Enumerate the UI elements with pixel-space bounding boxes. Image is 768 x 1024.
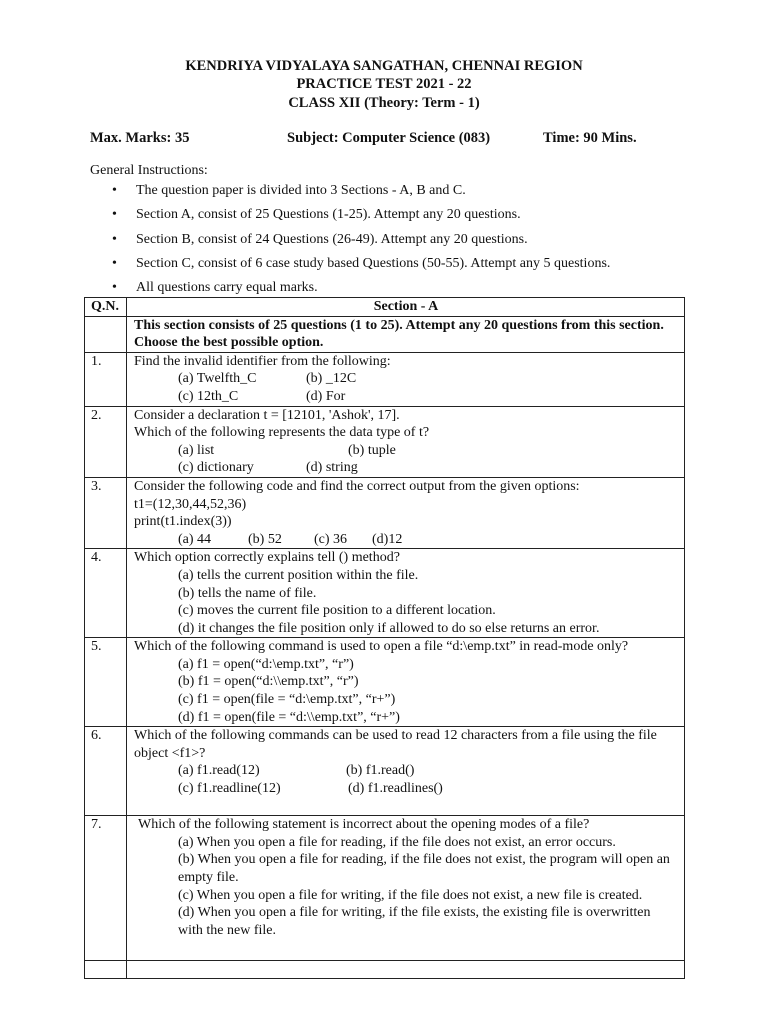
option-d: (d) f1 = open(file = “d:\\emp.txt”, “r+”) xyxy=(178,709,400,725)
question-row xyxy=(85,638,685,727)
question-number: 1. xyxy=(85,352,127,406)
code-line: print(t1.index(3)) xyxy=(134,514,232,530)
question-number: 5. xyxy=(85,638,127,727)
option-b: (b) When you open a file for reading, if the file does not exist, the program will open an empty file. xyxy=(178,852,670,886)
option-c: (c) f1.readline(12) xyxy=(178,781,281,797)
empty-row xyxy=(85,961,685,979)
instruction-item: • Section A, consist of 25 Questions (1-25). Attempt any 20 questions. xyxy=(112,206,610,230)
question-number: 4. xyxy=(85,549,127,638)
max-marks: Max. Marks: 35 xyxy=(90,130,190,146)
option-d: (d) f1.readlines() xyxy=(348,781,443,797)
option-d: (d) string xyxy=(306,460,358,476)
option-b: (b) f1.read() xyxy=(346,763,415,779)
option-b: (b) tuple xyxy=(348,442,396,458)
instruction-item: • Section B, consist of 24 Questions (26-49). Attempt any 20 questions. xyxy=(112,231,610,255)
option-b: (b) 52 xyxy=(248,531,282,547)
option-c: (c) When you open a file for writing, if the file does not exist, a new file is created. xyxy=(178,887,643,903)
option-a: (a) When you open a file for reading, if the file does not exist, an error occurs. xyxy=(178,834,616,850)
question-row xyxy=(85,727,685,816)
table-header-row xyxy=(85,298,685,317)
question-number: 2. xyxy=(85,406,127,477)
question-text: Which of the following command is used to open a file “d:\emp.txt” in read-mode only? xyxy=(134,639,629,655)
section-header: Section - A xyxy=(127,298,685,317)
question-content xyxy=(127,549,685,638)
question-text: Which option correctly explains tell () method? xyxy=(134,550,400,566)
question-row xyxy=(85,477,685,548)
question-row xyxy=(85,816,685,961)
option-c: (c) f1 = open(file = “d:\emp.txt”, “r+”) xyxy=(178,692,396,708)
instruction-item: • The question paper is divided into 3 Sections - A, B and C. xyxy=(112,182,610,206)
instructions-title: General Instructions: xyxy=(90,163,208,178)
option-d: (d) For xyxy=(306,388,346,404)
question-text: Consider a declaration t = [12101, 'Ashok', 17]. xyxy=(134,407,400,423)
option-b: (b) f1 = open(“d:\\emp.txt”, “r”) xyxy=(178,674,359,690)
question-text: Find the invalid identifier from the following: xyxy=(134,353,391,369)
question-number: 7. xyxy=(85,816,127,961)
option-c: (c) moves the current file position to a different location. xyxy=(178,603,496,619)
question-content xyxy=(127,406,685,477)
question-text: Which of the following commands can be used to read 12 characters from a file using the file object <f1>? xyxy=(134,728,657,761)
option-a: (a) tells the current position within the file. xyxy=(178,567,419,583)
option-a: (a) list xyxy=(178,442,215,458)
time-allowed: Time: 90 Mins. xyxy=(543,130,637,146)
option-a: (a) 44 xyxy=(178,531,212,547)
option-c: (c) 36 xyxy=(314,531,348,547)
question-row xyxy=(85,352,685,406)
option-d: (d)12 xyxy=(372,531,403,547)
instructions-list xyxy=(112,182,610,303)
question-content xyxy=(127,352,685,406)
question-content xyxy=(127,477,685,548)
option-a: (a) Twelfth_C xyxy=(178,371,257,387)
question-number: 6. xyxy=(85,727,127,816)
qn-header: Q.N. xyxy=(85,298,127,317)
class-title: CLASS XII (Theory: Term - 1) xyxy=(288,95,480,111)
question-row xyxy=(85,406,685,477)
question-content xyxy=(127,727,685,816)
question-row xyxy=(85,549,685,638)
option-d: (d) it changes the file position only if allowed to do so else returns an error. xyxy=(178,620,600,636)
question-content xyxy=(127,816,685,961)
option-c: (c) 12th_C xyxy=(178,388,239,404)
questions-table xyxy=(84,297,685,979)
school-name: KENDRIYA VIDYALAYA SANGATHAN, CHENNAI REGION xyxy=(185,58,583,74)
question-number: 3. xyxy=(85,477,127,548)
option-b: (b) _12C xyxy=(306,371,357,387)
option-b: (b) tells the name of file. xyxy=(178,585,317,601)
question-content xyxy=(127,638,685,727)
subject: Subject: Computer Science (083) xyxy=(287,130,491,146)
option-d: (d) When you open a file for writing, if the file exists, the existing file is overwritten with the new file. xyxy=(178,905,651,938)
section-note-row xyxy=(85,316,685,352)
question-text: Which of the following statement is incorrect about the opening modes of a file? xyxy=(138,817,590,833)
option-a: (a) f1 = open(“d:\emp.txt”, “r”) xyxy=(178,656,354,672)
question-text: Which of the following represents the data type of t? xyxy=(134,425,430,441)
question-text: Consider the following code and find the correct output from the given options: xyxy=(134,478,580,494)
section-note: This section consists of 25 questions (1 to 25). Attempt any 20 questions from this section. Choose the best possible option. xyxy=(127,316,685,352)
option-a: (a) f1.read(12) xyxy=(178,763,260,779)
instruction-item: • Section C, consist of 6 case study based Questions (50-55). Attempt any 5 questions. xyxy=(112,255,610,279)
option-c: (c) dictionary xyxy=(178,460,254,476)
test-title: PRACTICE TEST 2021 - 22 xyxy=(296,76,472,92)
instruction-item: • All questions carry equal marks. xyxy=(112,279,610,303)
code-line: t1=(12,30,44,52,36) xyxy=(134,496,247,512)
